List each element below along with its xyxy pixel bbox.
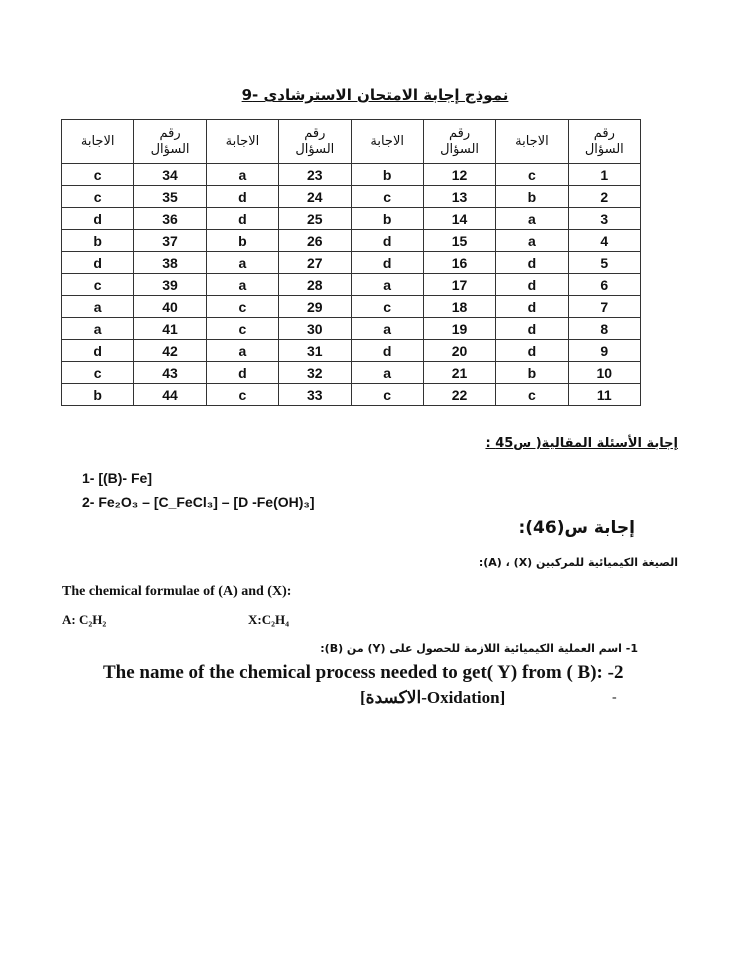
table-row — [62, 296, 641, 318]
question-number-cell: 27 — [279, 252, 351, 274]
column-header-text: رقم — [304, 125, 326, 141]
question-number-cell: 33 — [279, 384, 351, 406]
table-row — [62, 340, 641, 362]
answer-cell: c — [206, 296, 278, 318]
answer-cell: d — [206, 208, 278, 230]
table-header-row — [62, 120, 641, 164]
question-number-cell: 28 — [279, 274, 351, 296]
question-number-cell: 15 — [423, 230, 495, 252]
question-number-cell: 29 — [279, 296, 351, 318]
answer-cell: c — [62, 164, 134, 186]
question-number-cell: 21 — [423, 362, 495, 384]
answer-cell: b — [62, 384, 134, 406]
table-row — [62, 318, 641, 340]
answer-cell: d — [206, 186, 278, 208]
answer-cell: a — [351, 362, 423, 384]
answer-cell: a — [351, 274, 423, 296]
question-number-cell: 18 — [423, 296, 495, 318]
column-header — [206, 120, 278, 164]
answer-cell: c — [62, 274, 134, 296]
answer-cell: c — [496, 384, 568, 406]
table-row — [62, 252, 641, 274]
answer-cell: d — [351, 230, 423, 252]
question-number-cell: 23 — [279, 164, 351, 186]
answer-cell: d — [496, 274, 568, 296]
answer-cell: a — [206, 340, 278, 362]
question-number-cell: 42 — [134, 340, 206, 362]
question-number-cell: 11 — [568, 384, 640, 406]
question-number-cell: 38 — [134, 252, 206, 274]
table-row — [62, 230, 641, 252]
question-number-cell: 13 — [423, 186, 495, 208]
column-header-text: السؤال — [440, 141, 480, 157]
question-number-cell: 6 — [568, 274, 640, 296]
answer-cell: c — [62, 362, 134, 384]
question-number-cell: 5 — [568, 252, 640, 274]
question-number-cell: 32 — [279, 362, 351, 384]
question-number-cell: 3 — [568, 208, 640, 230]
column-header-text: السؤال — [295, 141, 335, 157]
q46-formula-x: X:C₂H₄ — [248, 612, 290, 627]
question-number-cell: 12 — [423, 164, 495, 186]
question-number-cell: 17 — [423, 274, 495, 296]
q46-formula-a: A: C₂H₂ — [62, 612, 107, 627]
answer-cell: c — [206, 384, 278, 406]
question-number-cell: 7 — [568, 296, 640, 318]
answer-cell: d — [496, 318, 568, 340]
answer-cell: b — [351, 208, 423, 230]
answer-cell: a — [496, 208, 568, 230]
question-number-cell: 34 — [134, 164, 206, 186]
table-row — [62, 362, 641, 384]
column-header-text: السؤال — [584, 141, 624, 157]
table-row — [62, 274, 641, 296]
answer-cell: a — [351, 318, 423, 340]
question-number-cell: 10 — [568, 362, 640, 384]
answer-cell: c — [496, 164, 568, 186]
q45-answer-1: 1- [(B)- Fe] — [82, 470, 152, 486]
question-number-cell: 37 — [134, 230, 206, 252]
question-number-cell: 41 — [134, 318, 206, 340]
page-title: نموذج إجابة الامتحان الاسترشادى -9 — [241, 86, 509, 104]
q46-formula-title: The chemical formulae of (A) and (X): — [62, 584, 292, 599]
column-header — [496, 120, 568, 164]
q46-arabic-formula-label: الصيغة الكيميائية للمركبين (X) ، (A): — [478, 556, 678, 569]
q45-answer-2: 2- Fe₂O₃ – [C_FeCl₃] – [D -Fe(OH)₃] — [82, 494, 315, 510]
question-number-cell: 16 — [423, 252, 495, 274]
answer-cell: b — [496, 362, 568, 384]
answer-cell: a — [62, 296, 134, 318]
column-header-text: رقم — [159, 125, 181, 141]
question-number-cell: 26 — [279, 230, 351, 252]
answer-cell: d — [496, 296, 568, 318]
table-row — [62, 384, 641, 406]
answer-cell: c — [206, 318, 278, 340]
question-number-cell: 14 — [423, 208, 495, 230]
answer-cell: a — [496, 230, 568, 252]
question-number-cell: 40 — [134, 296, 206, 318]
question-number-cell: 2 — [568, 186, 640, 208]
answer-cell: b — [496, 186, 568, 208]
q46-heading: إجابة س(46): — [518, 518, 635, 538]
answer-cell: d — [496, 252, 568, 274]
question-number-cell: 30 — [279, 318, 351, 340]
column-header-text: الاجابة — [370, 133, 404, 149]
column-header — [62, 120, 134, 164]
answer-cell: a — [206, 274, 278, 296]
column-header — [568, 120, 640, 164]
question-number-cell: 8 — [568, 318, 640, 340]
answer-cell: b — [351, 164, 423, 186]
question-number-cell: 39 — [134, 274, 206, 296]
answer-cell: a — [206, 252, 278, 274]
q46-process-title: The name of the chemical process needed to get( Y) from ( B): -2 — [103, 662, 624, 683]
question-number-cell: 24 — [279, 186, 351, 208]
q46-process-answer: [الاكسدة-Oxidation] — [360, 688, 506, 707]
column-header — [423, 120, 495, 164]
question-number-cell: 35 — [134, 186, 206, 208]
question-number-cell: 22 — [423, 384, 495, 406]
answer-cell: a — [62, 318, 134, 340]
column-header-text: السؤال — [150, 141, 190, 157]
question-number-cell: 4 — [568, 230, 640, 252]
question-number-cell: 19 — [423, 318, 495, 340]
column-header-text: الاجابة — [225, 133, 260, 149]
answer-cell: b — [206, 230, 278, 252]
answer-cell: b — [62, 230, 134, 252]
answer-cell: d — [206, 362, 278, 384]
column-header — [134, 120, 206, 164]
column-header-text: رقم — [448, 125, 471, 141]
answer-key-table — [61, 119, 641, 406]
question-number-cell: 36 — [134, 208, 206, 230]
answer-cell: a — [206, 164, 278, 186]
question-number-cell: 20 — [423, 340, 495, 362]
table-row — [62, 208, 641, 230]
answer-cell: d — [62, 340, 134, 362]
q46-arabic-process-label: 1- اسم العملية الكيميائية اللازمة للحصول على (Y) من (B): — [320, 642, 638, 655]
table-body — [62, 164, 641, 406]
answer-cell: c — [351, 296, 423, 318]
table-row — [62, 164, 641, 186]
column-header — [279, 120, 351, 164]
question-number-cell: 44 — [134, 384, 206, 406]
answer-cell: d — [62, 208, 134, 230]
question-number-cell: 9 — [568, 340, 640, 362]
column-header-text: الاجابة — [515, 133, 549, 149]
question-number-cell: 31 — [279, 340, 351, 362]
answer-cell: d — [351, 252, 423, 274]
answer-cell: c — [351, 186, 423, 208]
column-header — [351, 120, 423, 164]
q45-heading: إجابة الأسئلة المقالية( س45 : — [485, 436, 678, 451]
answer-cell: d — [62, 252, 134, 274]
q46-dash: - — [612, 690, 617, 705]
answer-cell: c — [351, 384, 423, 406]
column-header-text: الاجابة — [80, 133, 115, 149]
table-row — [62, 186, 641, 208]
answer-cell: d — [496, 340, 568, 362]
question-number-cell: 1 — [568, 164, 640, 186]
answer-cell: d — [351, 340, 423, 362]
answer-cell: c — [62, 186, 134, 208]
column-header-text: رقم — [593, 125, 615, 141]
question-number-cell: 43 — [134, 362, 206, 384]
question-number-cell: 25 — [279, 208, 351, 230]
